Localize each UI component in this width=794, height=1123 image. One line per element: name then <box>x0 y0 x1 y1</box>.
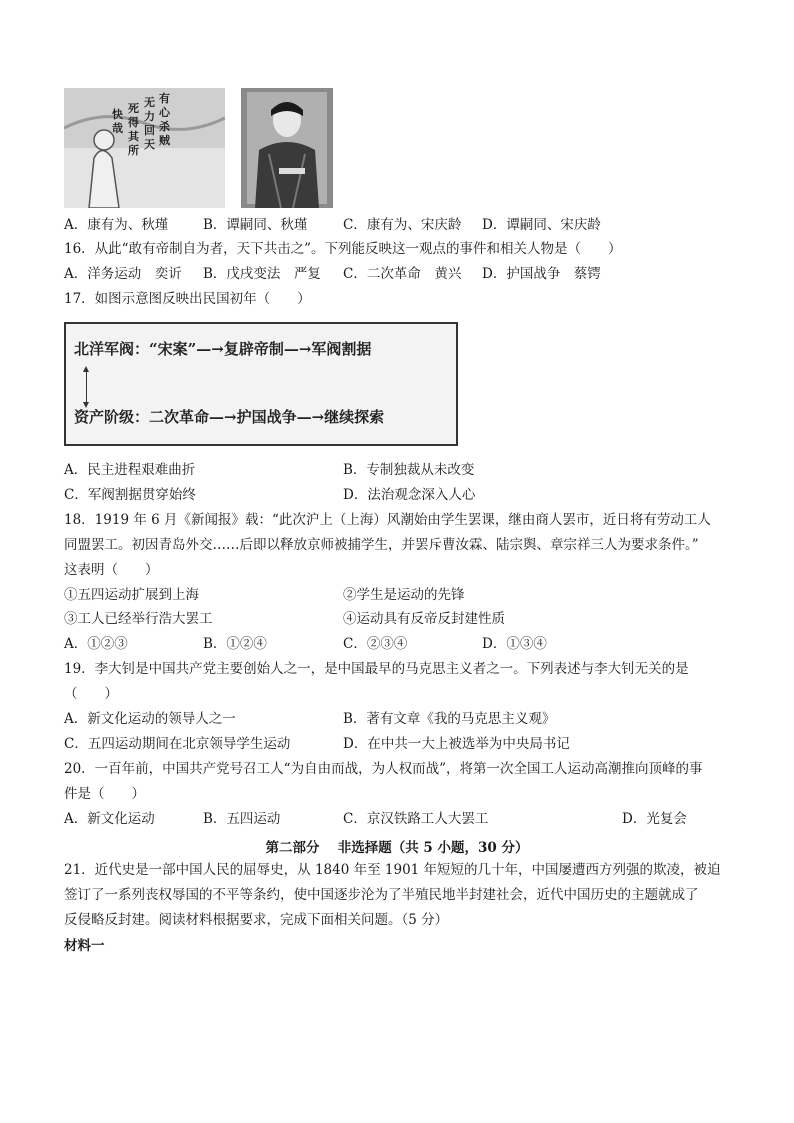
q17-option-b[interactable]: B．专制独裁从未改变 <box>343 462 475 478</box>
q17-option-a[interactable]: A．民主进程艰难曲折 <box>64 462 196 478</box>
svg-text:哉: 哉 <box>112 122 123 135</box>
q18-item-1: ①五四运动扩展到上海 <box>64 587 199 603</box>
svg-text:贼: 贼 <box>159 134 170 147</box>
q19-stem-line1: 19．李大钊是中国共产党主要创始人之一，是中国最早的马克思主义者之一。下列表述与李大钊无关的是 <box>64 661 689 677</box>
q19-option-c[interactable]: C．五四运动期间在北京领导学生运动 <box>64 736 291 752</box>
q17-diagram <box>64 322 458 446</box>
q15-option-b[interactable]: B．谭嗣同、秋瑾 <box>203 217 308 233</box>
photo-qiu-jin <box>241 88 333 208</box>
q18-item-3: ③工人已经举行浩大罢工 <box>64 611 213 627</box>
svg-text:其: 其 <box>128 130 139 143</box>
q18-stem-line1: 18．1919 年 6 月《新闻报》载：“此次沪上（上海）风潮始由学生罢课，继由商人罢市，近日将有劳动工人 <box>64 512 711 528</box>
q18-stem-line2: 同盟罢工。初因青岛外交……后即以释放京师被捕学生，并罢斥曹汝霖、陆宗舆、章宗祥三人为要求条件。” <box>64 537 699 553</box>
q17-diagram-row-warlords: 北洋军阀：“宋案”—→复辟帝制—→军阀割据 <box>74 340 372 358</box>
q20-option-a[interactable]: A．新文化运动 <box>64 811 155 827</box>
q17-option-c[interactable]: C．军阀割据贯穿始终 <box>64 487 196 503</box>
q16-option-c[interactable]: C．二次革命 黄兴 <box>343 266 462 282</box>
svg-text:得: 得 <box>128 116 139 129</box>
q16-option-a[interactable]: A．洋务运动 奕䜣 <box>64 266 182 282</box>
q21-material-label: 材料一 <box>64 938 105 954</box>
q20-option-c[interactable]: C．京汉铁路工人大罢工 <box>343 811 489 827</box>
q17-diagram-double-arrow <box>86 368 87 406</box>
q18-option-d[interactable]: D．①③④ <box>482 636 547 652</box>
q19-stem-line2: （ ） <box>64 686 118 702</box>
q15-option-c[interactable]: C．康有为、宋庆龄 <box>343 217 462 233</box>
photo-tan-sitong-illustration <box>64 88 225 208</box>
q20-stem-line2: 件是（ ） <box>64 786 145 802</box>
q16-stem: 16．从此“敢有帝制自为者，天下共击之”。下列能反映这一观点的事件和相关人物是（ ） <box>64 241 622 257</box>
q16-option-b[interactable]: B．戊戌变法 严复 <box>203 266 321 282</box>
q20-option-b[interactable]: B．五四运动 <box>203 811 281 827</box>
q18-option-b[interactable]: B．①②④ <box>203 636 267 652</box>
q16-option-d[interactable]: D．护国战争 蔡锷 <box>482 266 601 282</box>
svg-text:无: 无 <box>144 96 155 109</box>
svg-text:有: 有 <box>159 92 170 105</box>
photo-tan-sitong <box>64 88 225 208</box>
svg-text:死: 死 <box>128 102 139 115</box>
svg-text:心: 心 <box>159 106 170 119</box>
q19-option-d[interactable]: D．在中共一大上被选举为中央局书记 <box>343 736 570 752</box>
q18-stem-line3: 这表明（ ） <box>64 562 159 578</box>
svg-text:所: 所 <box>128 144 139 157</box>
q15-option-a[interactable]: A．康有为、秋瑾 <box>64 217 169 233</box>
q15-option-d[interactable]: D．谭嗣同、宋庆龄 <box>482 217 601 233</box>
section-two-title: 第二部分 非选择题（共 5 小题，30 分） <box>265 840 529 856</box>
q18-option-c[interactable]: C．②③④ <box>343 636 408 652</box>
svg-text:天: 天 <box>144 138 155 151</box>
q17-option-d[interactable]: D．法治观念深入人心 <box>343 487 476 503</box>
svg-text:杀: 杀 <box>159 120 170 133</box>
q21-line2: 签订了一系列丧权辱国的不平等条约，使中国逐步沦为了半殖民地半封建社会，近代中国历史的主题就成了 <box>64 887 699 903</box>
q18-item-4: ④运动具有反帝反封建性质 <box>343 611 505 627</box>
q19-option-a[interactable]: A．新文化运动的领导人之一 <box>64 711 236 727</box>
q17-diagram-row-bourgeoisie: 资产阶级：二次革命—→护国战争—→继续探索 <box>74 408 385 426</box>
q21-line3: 反侵略反封建。阅读材料根据要求，完成下面相关问题。（5 分） <box>64 912 449 928</box>
q17-stem: 17．如图示意图反映出民国初年（ ） <box>64 291 311 307</box>
q20-option-d[interactable]: D．光复会 <box>622 811 687 827</box>
photo-qiu-jin-portrait <box>241 88 333 208</box>
svg-text:快: 快 <box>112 108 123 121</box>
q19-option-b[interactable]: B．著有文章《我的马克思主义观》 <box>343 711 556 727</box>
q18-item-2: ②学生是运动的先锋 <box>343 587 465 603</box>
svg-text:回: 回 <box>144 124 155 137</box>
q18-option-a[interactable]: A．①②③ <box>64 636 128 652</box>
q21-line1: 21．近代史是一部中国人民的屈辱史，从 1840 年至 1901 年短短的几十年，中国屡遭西方列强的欺凌，被迫 <box>64 862 721 878</box>
q20-stem-line1: 20．一百年前，中国共产党号召工人“为自由而战，为人权而战”，将第一次全国工人运动高潮推向顶峰的事 <box>64 761 703 777</box>
svg-text:力: 力 <box>144 110 155 123</box>
